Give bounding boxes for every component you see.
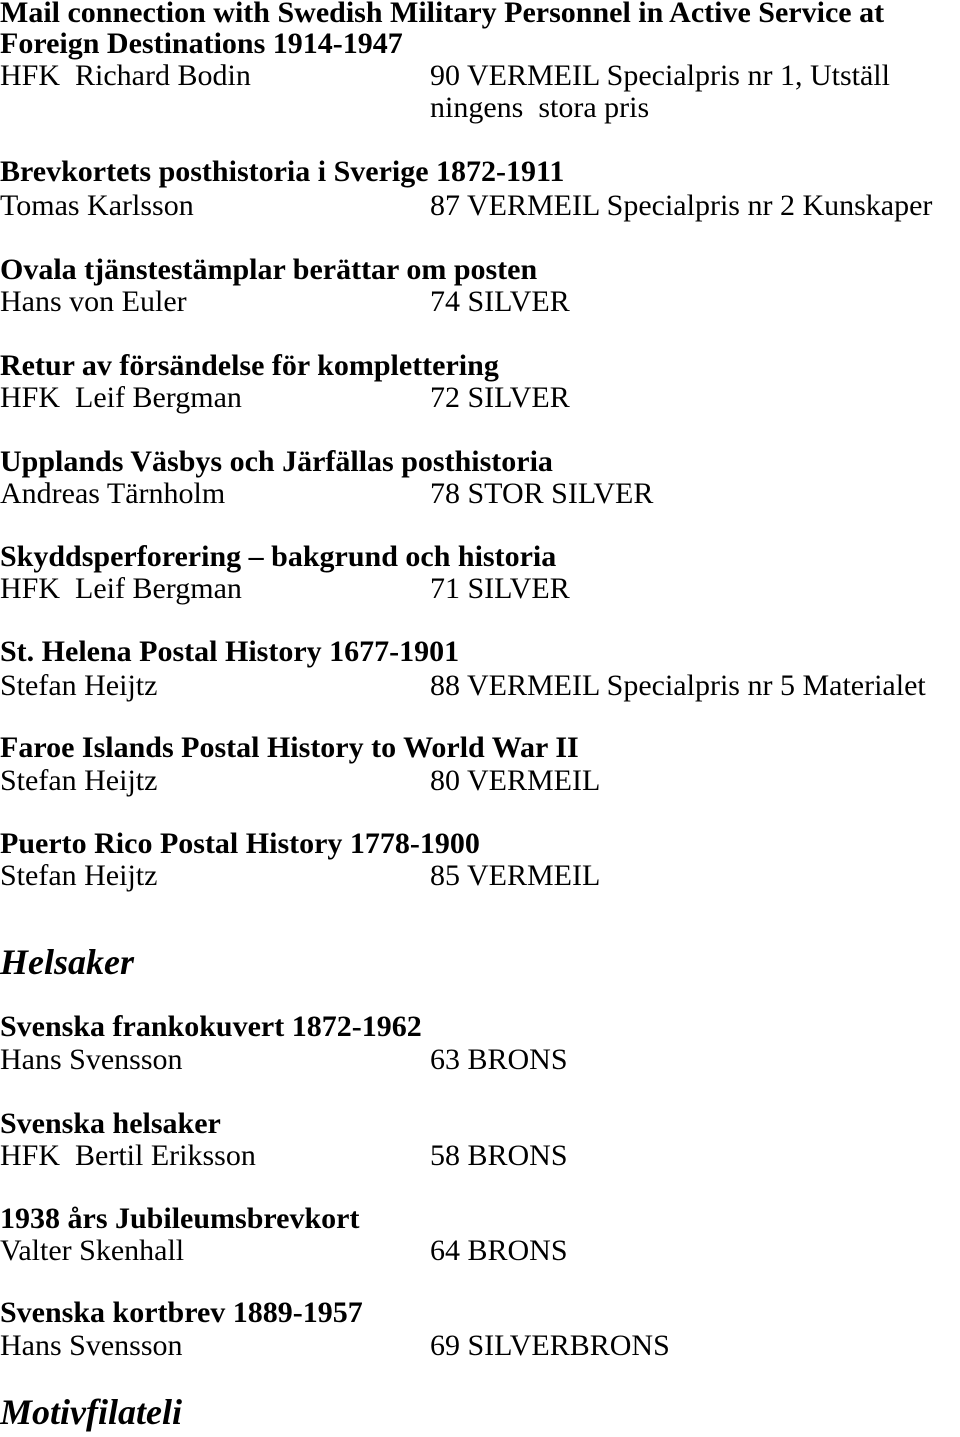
- entry-exhibitor: HFK Leif Bergman: [0, 572, 242, 605]
- entry-exhibitor: Hans von Euler: [0, 285, 187, 318]
- entry-title: Svenska helsaker: [0, 1107, 221, 1140]
- entry-result: 64 BRONS: [430, 1234, 568, 1267]
- entry-title: 1938 års Jubileumsbrevkort: [0, 1202, 360, 1235]
- entry-title: Skyddsperforering – bakgrund och historia: [0, 540, 557, 573]
- entry-result: 63 BRONS: [430, 1043, 568, 1076]
- entry-exhibitor: Stefan Heijtz: [0, 669, 158, 702]
- entry-title-continued: Foreign Destinations 1914-1947: [0, 27, 403, 60]
- entry-result: 80 VERMEIL: [430, 764, 601, 797]
- entry-result: 87 VERMEIL Specialpris nr 2 Kunskaper: [430, 189, 933, 222]
- entry-exhibitor: HFK Leif Bergman: [0, 381, 242, 414]
- entry-title: Faroe Islands Postal History to World War II: [0, 731, 579, 764]
- entry-exhibitor: Valter Skenhall: [0, 1234, 185, 1267]
- entry-result: 71 SILVER: [430, 572, 570, 605]
- entry-title: Ovala tjänstestämplar berättar om posten: [0, 253, 538, 286]
- entry-result: 88 VERMEIL Specialpris nr 5 Materialet: [430, 669, 926, 702]
- entry-title: Brevkortets posthistoria i Sverige 1872-1911: [0, 155, 565, 188]
- entry-result: 78 STOR SILVER: [430, 477, 654, 510]
- entry-exhibitor: Hans Svensson: [0, 1329, 183, 1362]
- entry-exhibitor: Stefan Heijtz: [0, 764, 158, 797]
- entry-result: 72 SILVER: [430, 381, 570, 414]
- entry-result: 85 VERMEIL: [430, 859, 601, 892]
- section-heading-motivfilateli: Motivfilateli: [0, 1392, 182, 1432]
- entry-title: Retur av försändelse för komplettering: [0, 349, 499, 382]
- entry-exhibitor: Hans Svensson: [0, 1043, 183, 1076]
- entry-title: Svenska kortbrev 1889-1957: [0, 1296, 363, 1329]
- entry-result: 58 BRONS: [430, 1139, 568, 1172]
- entry-title: Svenska frankokuvert 1872-1962: [0, 1010, 422, 1043]
- entry-exhibitor: Tomas Karlsson: [0, 189, 194, 222]
- entry-title: Upplands Väsbys och Järfällas posthistoria: [0, 445, 553, 478]
- entry-result-continued: ningens stora pris: [430, 91, 650, 124]
- entry-exhibitor: HFK Richard Bodin: [0, 59, 251, 92]
- section-heading-helsaker: Helsaker: [0, 942, 134, 982]
- entry-exhibitor: Stefan Heijtz: [0, 859, 158, 892]
- entry-exhibitor: Andreas Tärnholm: [0, 477, 226, 510]
- entry-exhibitor: HFK Bertil Eriksson: [0, 1139, 256, 1172]
- entry-title: Mail connection with Swedish Military Personnel in Active Service at: [0, 0, 885, 29]
- entry-result: 69 SILVERBRONS: [430, 1329, 670, 1362]
- entry-title: Puerto Rico Postal History 1778-1900: [0, 827, 480, 860]
- entry-result: 74 SILVER: [430, 285, 570, 318]
- entry-title: St. Helena Postal History 1677-1901: [0, 635, 460, 668]
- entry-result: 90 VERMEIL Specialpris nr 1, Utställ: [430, 59, 890, 92]
